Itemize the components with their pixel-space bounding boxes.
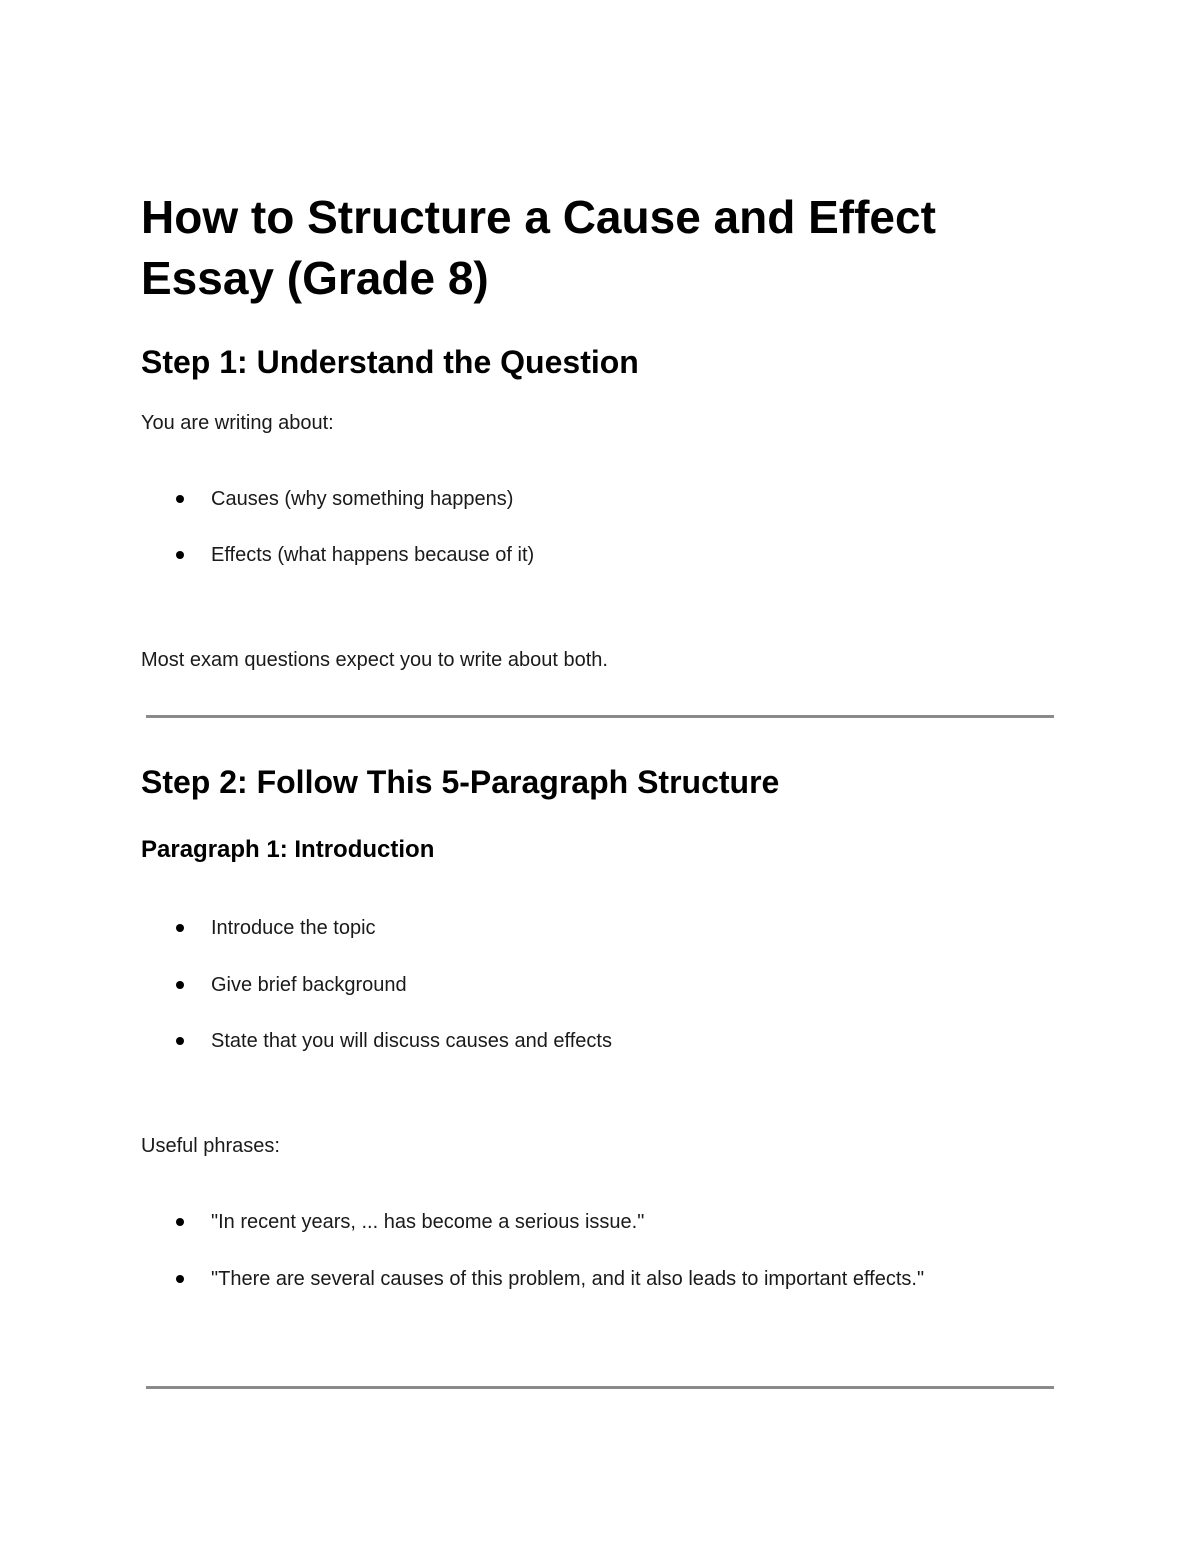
step1-heading: Step 1: Understand the Question — [141, 344, 639, 380]
bullet-icon — [176, 924, 184, 932]
list-item-text: Introduce the topic — [211, 917, 376, 939]
list-item-text: "In recent years, ... has become a serious issue." — [211, 1211, 645, 1233]
useful-phrases-label: Useful phrases: — [141, 1135, 280, 1157]
list-item-text: Causes (why something happens) — [211, 488, 514, 510]
bullet-icon — [176, 981, 184, 989]
bullet-icon — [176, 1275, 184, 1283]
paragraph1-heading: Paragraph 1: Introduction — [141, 836, 435, 863]
bullet-icon — [176, 551, 184, 559]
bullet-icon — [176, 1218, 184, 1226]
list-item-text: State that you will discuss causes and effects — [211, 1030, 612, 1052]
section-divider — [146, 1386, 1054, 1389]
bullet-icon — [176, 1037, 184, 1045]
list-item-text: Give brief background — [211, 974, 407, 996]
step1-intro: You are writing about: — [141, 412, 334, 434]
section-divider — [146, 715, 1054, 718]
step2-heading: Step 2: Follow This 5-Paragraph Structure — [141, 764, 780, 800]
list-item-text: Effects (what happens because of it) — [211, 544, 535, 566]
list-item-text: "There are several causes of this problem, and it also leads to important effects." — [211, 1268, 925, 1290]
bullet-icon — [176, 495, 184, 503]
step1-note: Most exam questions expect you to write about both. — [141, 649, 608, 671]
document-title: How to Structure a Cause and Effect Essay (Grade 8) — [141, 191, 936, 304]
